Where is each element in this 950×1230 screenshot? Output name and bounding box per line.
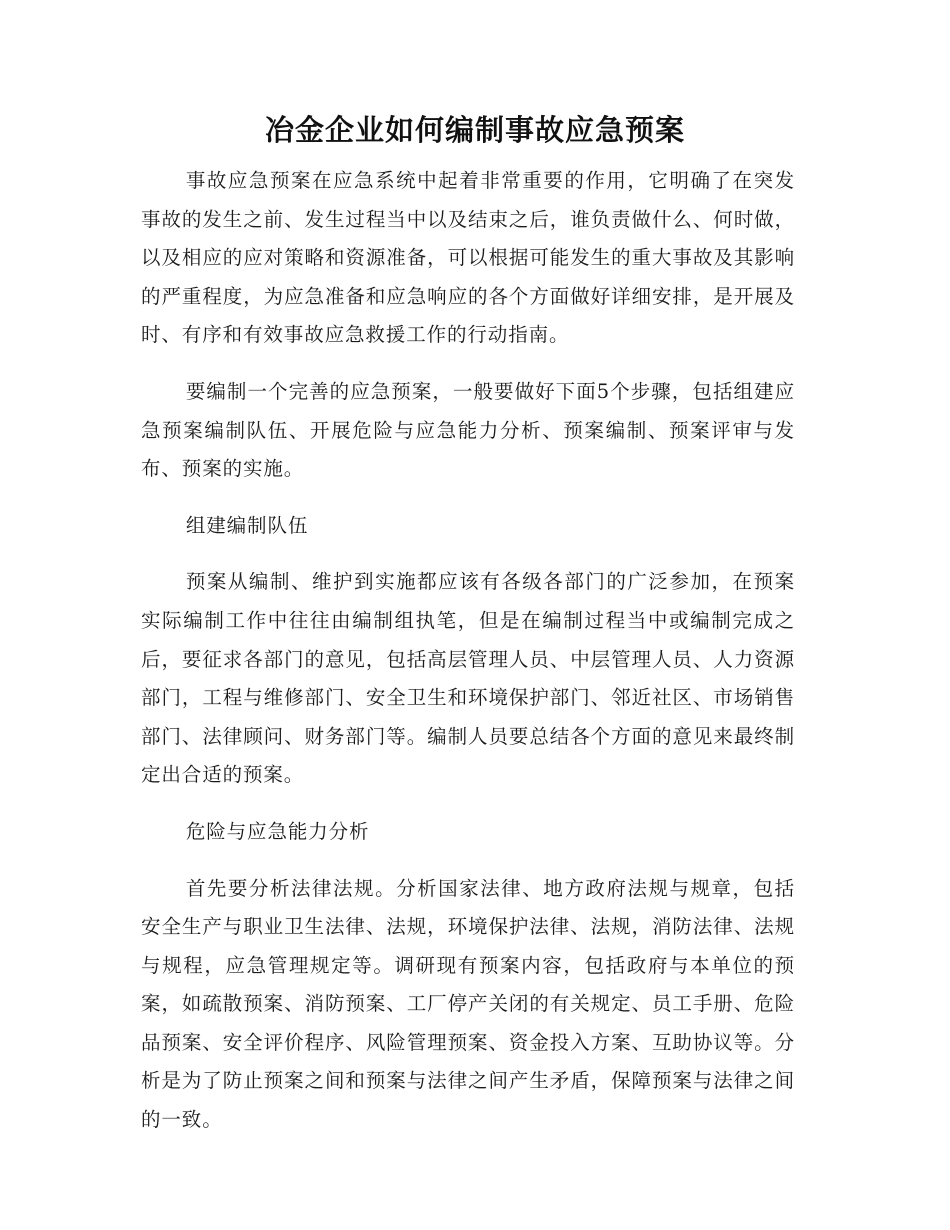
document-title: 冶金企业如何编制事故应急预案 — [264, 113, 685, 147]
section-heading-analysis: 危险与应急能力分析 — [185, 819, 370, 843]
section-body-analysis: 首先要分析法律法规。分析国家法律、地方政府法规与规章，包括安全生产与职业卫生法律、法规，环境保护法律、法规，消防法律、法规与规程，应急管理规定等。调研现有预案内容，包括政府与本单位的预案，如疏散预案、消防预案、工厂停产关闭的有关规定、员工手册、危险品预案、安全评价程序、风险管理预案、资金投入方案、互助协议等。分析是为了防止预案之间和预案与法律之间产生矛盾，保障预案与法律之间的一致。 — [141, 876, 795, 1132]
document-body — [141, 162, 795, 1158]
intro-paragraph: 事故应急预案在应急系统中起着非常重要的作用，它明确了在突发事故的发生之前、发生过程当中以及结束之后，谁负责做什么、何时做，以及相应的应对策略和资源准备，可以根据可能发生的重大事故及其影响的严重程度，为应急准备和应急响应的各个方面做好详细安排，是开展及时、有序和有效事故应急救援工作的行动指南。 — [141, 169, 795, 347]
steps-paragraph: 要编制一个完善的应急预案，一般要做好下面5个步骤，包括组建应急预案编制队伍、开展危险与应急能力分析、预案编制、预案评审与发布、预案的实施。 — [141, 379, 795, 481]
section-heading-team: 组建编制队伍 — [185, 513, 309, 537]
section-body-team: 预案从编制、维护到实施都应该有各级各部门的广泛参加，在预案实际编制工作中往往由编制组执笔，但是在编制过程当中或编制完成之后，要征求各部门的意见，包括高层管理人员、中层管理人员、人力资源部门，工程与维修部门、安全卫生和环境保护部门、邻近社区、市场销售部门、法律顾问、财务部门等。编制人员要总结各个方面的意见来最终制定出合适的预案。 — [141, 570, 795, 787]
